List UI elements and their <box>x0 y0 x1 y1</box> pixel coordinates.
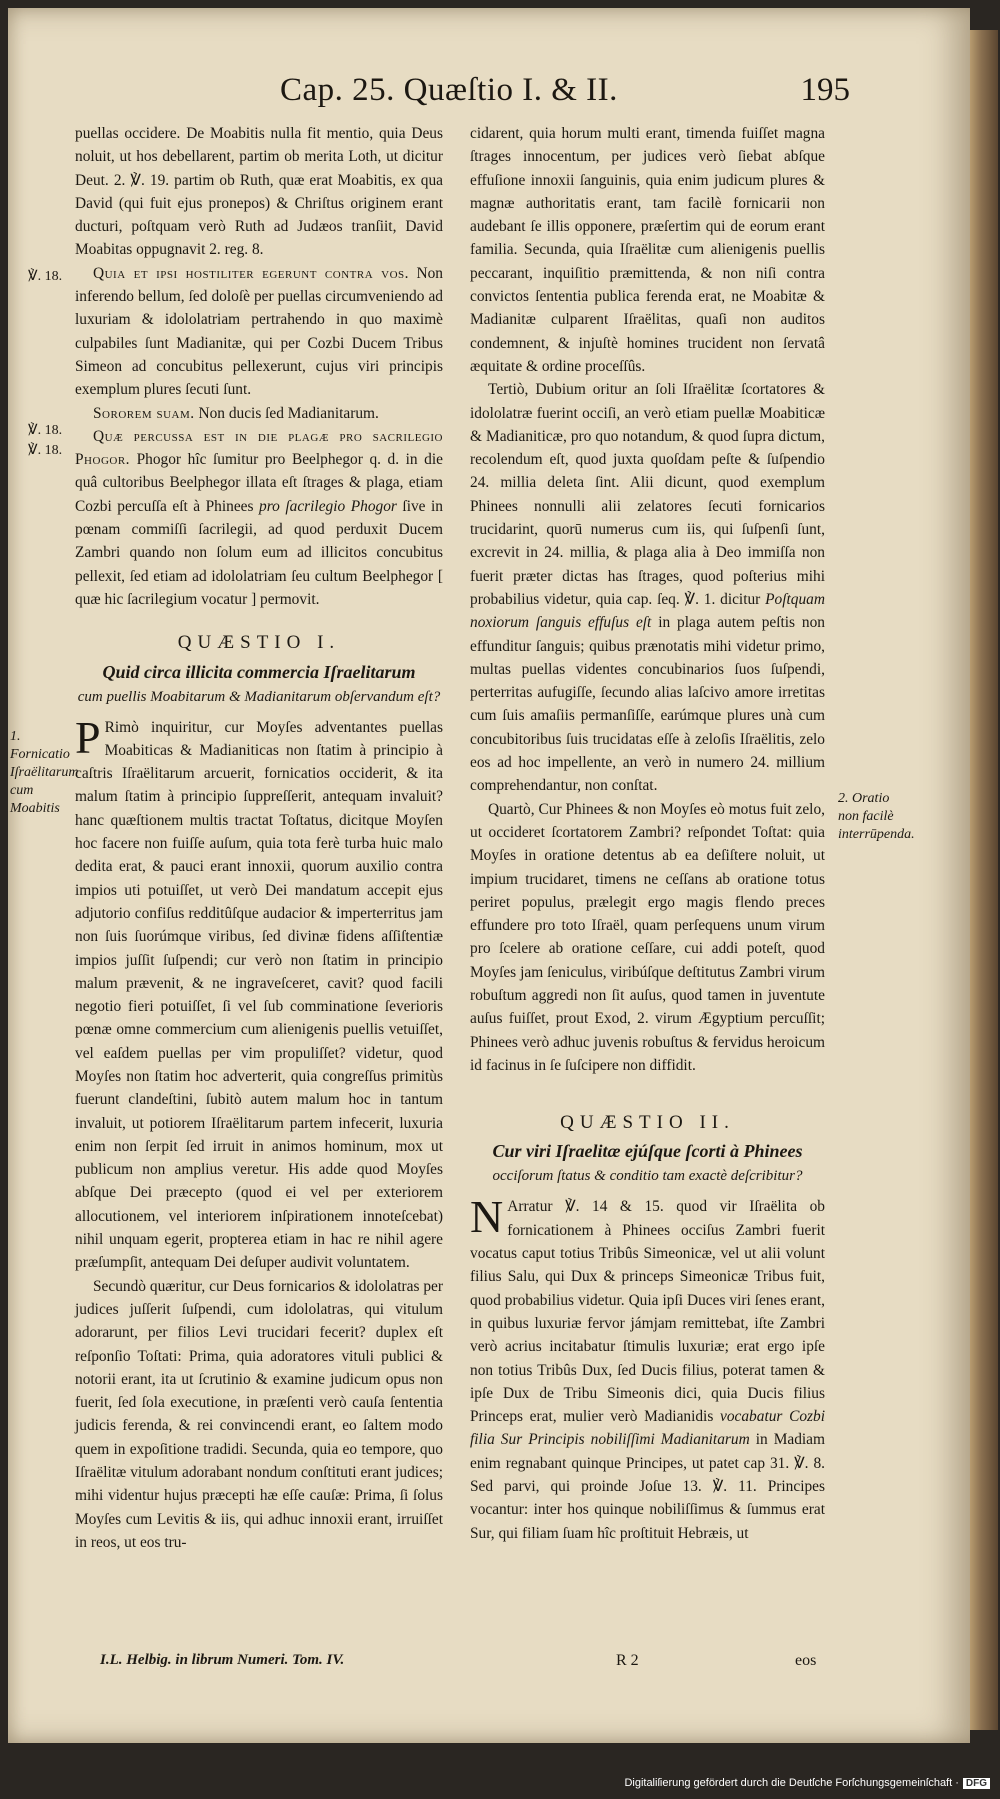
paragraph <box>75 711 443 1275</box>
paragraph-text: Non ducis ſed Madianitarum. <box>198 404 379 422</box>
paragraph-text: ſive in pœnam commiſſi ſacrilegii, ad quod perduxit Ducem Zambri quando non ſolum eum ad illicitos concubitus pellexit, ſed etiam ad idololatriam ſeu cultum Beelphegor [ quæ hic ſacrilegium vocatur ] permovit. <box>75 497 443 608</box>
paragraph-text: Rimò inquiritur, cur Moyſes adventantes puellas Moabiticas & Madianiticas non ſtatim à principio à caſtris Iſraëlitarum arcuerit, fornicatios occiderit, & ita malum ſtatim à principio ſuppreſſerit, antequam invaluit? hanc quæſtionem multis tractat Toſtatus, dicitque Moyſen hoc facere non fuiſſe auſum, quia tota ferè turba huic malo dedita erat, & pauci erant innoxii, quorum auxilio contra impios uti potuiſſet, ut verò Dei mandatum accepit ejus adjutorio confiſus redditûſque audacior & imperterritus jam non ſuis ſuorúmque viribus, ſed divinæ fidens aſſiſtentiæ impios juſſit ſuſpendi; cur verò non ſtatim in principio malum prævenit, & ne ingraveſceret, cavit? quod facili negotio fieri potuiſſet, ſi vel ſub comminatione ſeverioris pœnæ omne commercium cum alienigenis puellis vetuiſſet, vel eaſdem puellas per vim propuliſſet? videtur, quod Moyſes non ſtatim hoc adverterit, quia congreſſus primitùs fuerunt clandeſtini, ſubitò autem malum hoc in tantum invaluit, ut potiorem Iſraëlitarum partem infecerit, luxuria enim non ſerpit ſed irruit in animos hominum, mox ut publicum non amplius veretur. His adde quod Moyſes abſque Dei præcepto (quod ei vel per exteriorem allocutionem, vel interiorem inſpirationem innoteſcebat) nihil unquam egerit, propterea etiam in hac re nihil agere præſumpſit, antequam Dei deſuper audivit voluntatem. <box>75 718 443 1272</box>
left-column <box>75 122 443 1554</box>
paragraph-text: Arratur ℣. 14 & 15. quod vir Iſraëlita ob fornicationem à Phinees occiſus Zambri fuerit vocatus caput totius Tribûs Simeonicæ, vel ut alii volunt filius Salu, qui Dux & princeps Simeonicæ Tribus fuit, quod probabilius videtur. Quia ipſi Duces viri ſenes erant, in quibus luxuriæ fervor jámjam remittebat, iſte Zambri verò acrius incitabatur ſtimulis luxuriæ; erat ergo ipſe non totius Tribûs Dux, ſed Ducis filius, poterat tamen & ipſe Dux de Tribu Simeonis dici, quia Ducis filius Princeps erat, mulier verò Madianidis <box>470 1198 825 1426</box>
paragraph-text: Tertiò, Dubium oritur an ſoli Iſraëlitæ ſcortatores & idololatræ fuerint occiſi, an verò etiam puellæ Moabiticæ & Madianiticæ, pro quo notandum, & quod ſupra dictum, recolendum eſt, quod juxta quoſdam peſte & ſuſpendio 24. millia deleta ſint. Alii dicunt, quod exemplum Phinees nonnulli alii zelatores ſecuti fornicarios trucidarint, quorū numerus cum iis, qui ſuſpenſi ſunt, excrevit in 24. millia, & plaga alia à Deo immiſſa non fuerit præter dictas has ſtrages, quod poſterius mihi probabilius videtur, quia cap. ſeq. ℣. 1. dicitur <box>470 381 825 608</box>
paragraph-text: Non inferendo bellum, ſed doloſè per puellas circumveniendo ad luxuriam & idololatriam pertrahendo in quo maximè culpabiles ſunt Madianitæ, qui per Cozbi Ducem Tribus Simeon ad concubitus pellexerunt, cujus viri principis exemplum plures ſecuti ſunt. <box>75 264 443 399</box>
paragraph: Secundò quæritur, cur Deus fornicarios & idololatras per judices juſſerit ſuſpendi, cum idololatras, qui vitulum adorarunt, per filios Levi trucidari fecerit? duplex eſt reſponſio Toſtati: Prima, quia adoratores vituli publici & notorii erant, ita ut ſcrutinio & examine judicum opus non fuerit, ſed ſola executione, in præſenti verò cauſa ſententia judicis ferenda, & rei convincendi erant, eo ſaltem modo quem in expoſitione tradidi. Secunda, quia eo tempore, quo Iſraëlitæ vitulum adorabant nondum conſtituti erant judices; mihi videntur hujus præcepti hæ eſſe cauſæ: Prima, ſi ſolus Moyſes cum Levitis & iis, qui adhuc innoxii erant, irruiſſet in reos, ut eos tru- <box>75 1277 443 1551</box>
italic-phrase: pro ſacrilegio Phogor <box>259 497 397 515</box>
page-number: 195 <box>800 72 850 108</box>
paragraph: puellas occidere. De Moabitis nulla fit mentio, quia Deus noluit, ut hos debellarent, partim ob merita Loth, ut dicitur Deut. 2. ℣. 19. partim ob Ruth, quæ erat Moabitis, ex qua David (qui fuit ejus pronepos) & Chriſtus originem erant ducturi, poſtquam verò Ruth ad Judæos tranſiit, David Moabitas oppugnavit 2. reg. 8. <box>75 125 443 259</box>
page-edge <box>970 30 998 1730</box>
drop-cap: P <box>75 711 101 763</box>
running-title: Cap. 25. Quæſtio I. & II. <box>280 72 618 108</box>
dfg-logo: DFG <box>963 1778 990 1789</box>
margin-verse-ref: ℣. 18. <box>28 443 63 458</box>
margin-note-question-1: 1. Fornicatio Iſraëlitarum cum Moabitis <box>10 729 79 816</box>
paragraph: Quartò, Cur Phinees & non Moyſes eò motus fuit zelo, ut occideret ſcortatorem Zambri? reſpondet Toſtat: quia Moyſes in oratione detentus ab ea deſiſtere noluit, ut impium trucidaret, timens ne ceſſans ab oratione totus periret populus, prælegit ergo magis flendo preces effundere pro toto Iſraël, quam perſequens unum virum pro ſcelere ab oratione ceſſare, cui addi poteſt, quod Moyſes jam ſeniculus, viribúſque deſtitutus Zambri virum robuſtum aggredi non ſit auſus, quod tamen in juventute auſus fuiſſet, prout Exod, 2. virum Ægyptium percuſſit; Phinees verò adhuc juvenis robuſtus & fervidus heroicum id facinus in ſe ſuſcipere non diffidit. <box>470 800 825 1074</box>
credit-text: Digitaliſierung gefördert durch die Deutſche Forſchungsgemeinſchaft · <box>624 1777 959 1789</box>
paragraph-text: in Madiam enim regnabant quinque Principes, ut patet cap 31. ℣. 8. Sed parvi, qui proinde Joſue 13. ℣. 11. Principes vocantur: inter hos quinque nobiliſſimus & ſummus erat Sur, qui filiam ſuam hîc proſtituit Hebræis, ut <box>470 1431 825 1542</box>
margin-verse-ref: ℣. 18. <box>28 423 63 438</box>
question-subtitle: cum puellis Moabitarum & Madianitarum obſervandum eſt? <box>77 688 441 705</box>
footer-author-line: I.L. Helbig. in librum Numeri. Tom. IV. <box>100 1652 345 1668</box>
question-heading: QUÆSTIO I. <box>177 632 341 654</box>
question-heading: QUÆSTIO II. <box>560 1112 735 1134</box>
paragraph <box>470 378 825 797</box>
page-header <box>90 72 850 122</box>
paragraph: cidarent, quia horum multi erant, timenda fuiſſet magna ſtrages innocentum, per judices verò ſiebat abſque effuſione innoxii ſanguinis, quia enim judicum plures & magnæ authoritatis erant, tam facilè fornicarii non audebant ſe illis opponere, præſertim qui de eorum erant familia. Secunda, quia Iſraëlitæ cum alienigenis puellis peccarant, inquiſitio præmittenda, & non niſi contra convictos ſententia publica ferenda erat, ne Moabitæ & Madianitæ culparent Iſraëlitas, quaſi non auditos condemnent, & injuſtè homines trucident non ſervatâ æquitate & ordine proceſſûs. <box>470 125 825 375</box>
margin-verse-ref: ℣. 18. <box>28 269 63 284</box>
lemma: Sororem suam. <box>93 404 195 422</box>
right-column <box>470 122 825 1545</box>
question-title: Quid circa illicita commercia Iſraelitarum <box>102 661 416 682</box>
paragraph <box>75 402 443 425</box>
question-title: Cur viri Iſraelitæ ejúſque ſcorti à Phinees <box>492 1141 803 1162</box>
paragraph-text: Phogor hîc ſumitur pro Beelphegor q. d. in die quâ cultoribus Beelphegor illata eſt ſtrages & plaga, etiam Cozbi percuſſa eſt à Phinees <box>75 451 443 515</box>
lemma: Quæ percussa est in die plagæ pro sacrilegio Phogor. <box>75 427 443 469</box>
catchword: eos <box>795 1652 817 1669</box>
digitization-credit <box>624 1777 990 1789</box>
question-subtitle: occiſorum ſtatus & conditio tam exactè deſcribitur? <box>492 1168 803 1185</box>
paragraph <box>75 425 443 611</box>
paragraph <box>470 1191 825 1544</box>
margin-note-question-2: 2. Oratio non facilè interrūpenda. <box>838 791 915 842</box>
paragraph <box>75 262 443 402</box>
signature-mark: R 2 <box>616 1652 639 1669</box>
italic-phrase: vocabatur Cozbi filia Sur Principis nobiliſſimi Madianitarum <box>470 1408 825 1449</box>
paragraph-text: in plaga autem peſtis non effunditur ſanguis; quibus prænotatis mihi videtur primo, multas puellas videntes concubinarios ſuos ſuſpendi, perterritas aufugiſſe, ſecundo alias laſcivo amore irretitas cum ſuis amaſiis permanſiſſe, earúmque plures unà cum concubitoribus ſuis trucidatas eſſe à zeloſis Iſraëlitis, zelo eos ad hoc impellente, an verò in numero 24. millium comprehendantur, non conſtat. <box>470 614 825 795</box>
italic-phrase: Poſtquam noxiorum ſanguis effuſus eſt <box>470 590 825 632</box>
drop-cap: N <box>470 1191 504 1243</box>
lemma: Quia et ipsi hostiliter egerunt contra vos. <box>93 264 409 282</box>
